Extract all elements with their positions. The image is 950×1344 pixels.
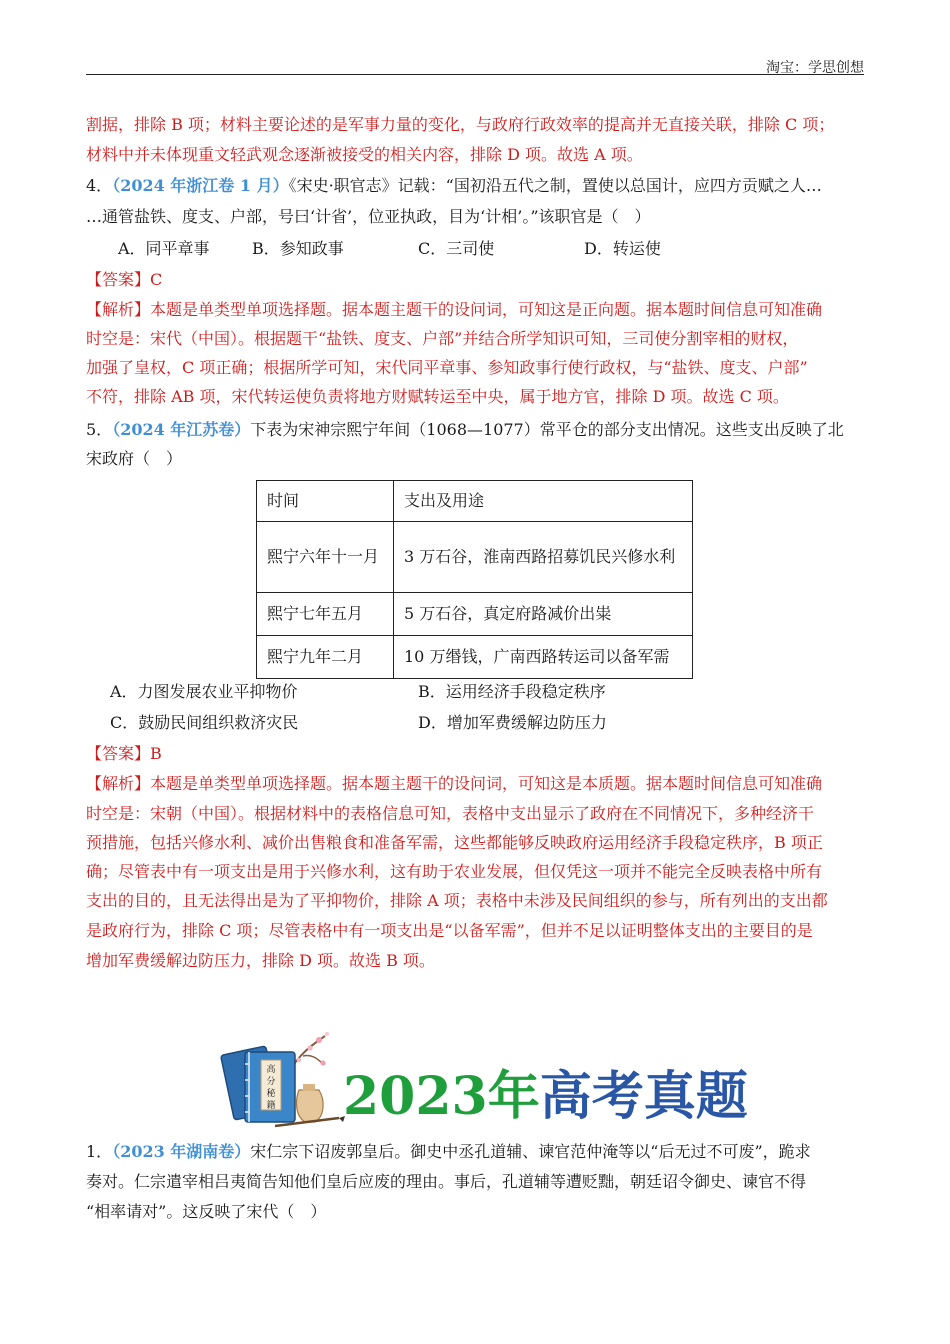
banner-title-text: 高考真题	[539, 1066, 748, 1127]
table-header-cell: 支出及用途	[394, 481, 693, 522]
q4-number: 4．	[86, 176, 113, 195]
table-cell: 熙宁七年五月	[257, 593, 394, 636]
q4-answer: 【答案】C	[86, 270, 163, 289]
section-banner	[215, 1030, 748, 1130]
banner-year: 2023年	[343, 1066, 540, 1127]
q4-option-a: A．同平章事	[118, 239, 210, 258]
q5-option-b: B．运用经济手段稳定秩序	[418, 682, 606, 701]
q4-option-b: B．参知政事	[252, 239, 344, 258]
q1-stem-line-2: 奏对。仁宗遣宰相吕夷简告知他们皇后应废的理由。事后，孔道辅等遭贬黜，朝廷诏令御史、谏官不得	[86, 1172, 807, 1191]
q5-stem-line-2: 宋政府（ ）	[86, 449, 183, 468]
table-cell: 10 万缗钱，广南西路转运司以备军需	[394, 636, 693, 679]
q1-source: （2023 年湖南卷）	[112, 1142, 251, 1161]
q4-analysis-line-2: 时空是：宋代（中国）。根据题干“盐铁、度支、户部”并结合所学知识可知，三司使分割宰相的财权，	[86, 329, 799, 348]
q5-stem-text: 下表为宋神宗熙宁年间（1068—1077）常平仓的部分支出情况。这些支出反映了北	[250, 420, 844, 439]
q5-analysis-line-5: 支出的目的，且无法得出是为了平抑物价，排除 A 项；表格中未涉及民间组织的参与，所有列出的支出都	[86, 891, 828, 910]
q5-analysis-line-1: 【解析】本题是单类型单项选择题。据本题主题干的设问词，可知这是本质题。据本题时间信息可知准确	[86, 774, 823, 793]
table-header-cell: 时间	[257, 481, 394, 522]
intro-line-1: 割据，排除 B 项；材料主要论述的是军事力量的变化，与政府行政效率的提高并无直接关联，排除 C 项；	[86, 115, 835, 134]
expense-table	[256, 480, 693, 679]
books-illustration-icon	[215, 1030, 345, 1130]
q5-number: 5．	[86, 420, 113, 439]
q4-option-c: C．三司使	[418, 239, 495, 258]
q4-stem-line-2: …通管盐铁、度支、户部，号曰‘计省’，位亚执政，目为‘计相’。”该职官是（ ）	[86, 207, 651, 226]
q1-stem-line-3: “相率请对”。这反映了宋代（ ）	[86, 1202, 327, 1221]
table-cell: 3 万石谷，淮南西路招募饥民兴修水利	[394, 522, 693, 593]
q4-analysis-line-4: 不符，排除 AB 项，宋代转运使负责将地方财赋转运至中央，属于地方官，排除 D 项。故选 C 项。	[86, 387, 789, 406]
q5-option-c: C．鼓励民间组织救济灾民	[110, 713, 299, 732]
intro-line-2: 材料中并未体现重文轻武观念逐渐被接受的相关内容，排除 D 项。故选 A 项。	[86, 145, 643, 164]
table-row	[257, 636, 693, 679]
q5-analysis-line-2: 时空是：宋朝（中国）。根据材料中的表格信息可知，表格中支出显示了政府在不同情况下，多种经济干	[86, 804, 815, 823]
banner-title	[343, 1054, 748, 1129]
book-label-char: 分	[266, 1077, 276, 1087]
q1-stem-text: 宋仁宗下诏废郭皇后。御史中丞孔道辅、谏官范仲淹等以“后无过不可废”，跪求	[250, 1142, 811, 1161]
table-cell: 熙宁九年二月	[257, 636, 394, 679]
table-cell: 5 万石谷，真定府路减价出粜	[394, 593, 693, 636]
q1-number: 1．	[86, 1142, 113, 1161]
q5-option-a: A．力图发展农业平抑物价	[110, 682, 298, 701]
q4-option-d: D．转运使	[584, 239, 661, 258]
q5-source: （2024 年江苏卷）	[112, 420, 251, 439]
table-row	[257, 593, 693, 636]
book-label-char: 高	[266, 1065, 276, 1075]
q5-analysis-line-6: 是政府行为，排除 C 项；尽管表格中有一项支出是“以备军需”，但并不足以证明整体支出的主要目的是	[86, 921, 813, 940]
header-rule	[86, 74, 864, 75]
q5-analysis-line-7: 增加军费缓解边防压力，排除 D 项。故选 B 项。	[86, 951, 435, 970]
q5-option-d: D．增加军费缓解边防压力	[418, 713, 607, 732]
q4-analysis-line-3: 加强了皇权，C 项正确；根据所学可知，宋代同平章事、参知政事行使行政权，与“盐铁、度支、户部”	[86, 358, 808, 377]
table-row	[257, 522, 693, 593]
q4-stem-text: 《宋史·职官志》记载：“国初沿五代之制，置使以总国计，应四方贡赋之人…	[288, 176, 822, 195]
header-text: 淘宝：学思创想	[766, 60, 864, 76]
q5-answer: 【答案】B	[86, 744, 162, 763]
q5-stem-line-1	[86, 419, 864, 441]
q5-analysis-line-3: 预措施，包括兴修水利、减价出售粮食和准备军需，这些都能够反映政府运用经济手段稳定秩序，B 项正	[86, 833, 823, 852]
q4-analysis-line-1: 【解析】本题是单类型单项选择题。据本题主题干的设问词，可知这是正向题。据本题时间信息可知准确	[86, 300, 823, 319]
q4-stem-line-1	[86, 175, 864, 197]
book-label-char: 籍	[266, 1101, 276, 1111]
q5-analysis-line-4: 确；尽管表中有一项支出是用于兴修水利，这有助于农业发展，但仅凭这一项并不能完全反映表格中所有	[86, 862, 823, 881]
book-label-char: 秘	[266, 1089, 276, 1099]
table-header-row	[257, 481, 693, 522]
q1-stem-line-1	[86, 1141, 864, 1163]
q4-source: （2024 年浙江卷 1 月）	[112, 176, 289, 195]
table-cell: 熙宁六年十一月	[257, 522, 394, 593]
